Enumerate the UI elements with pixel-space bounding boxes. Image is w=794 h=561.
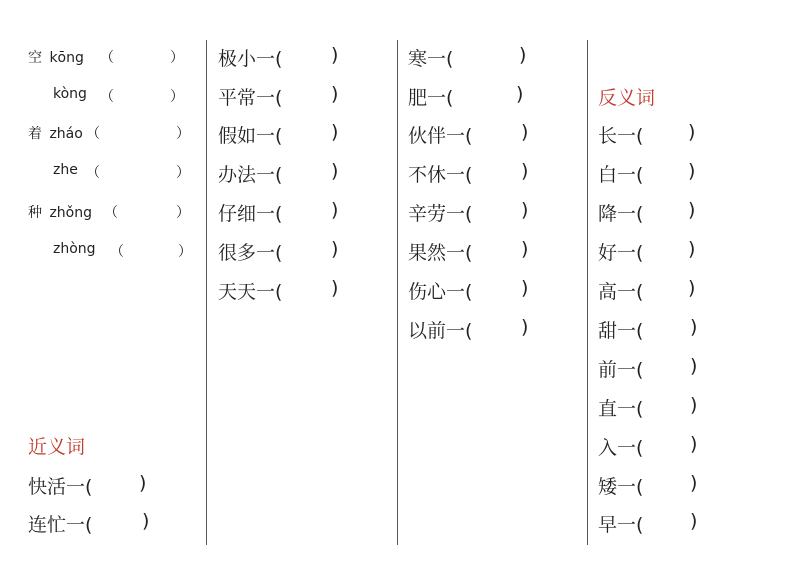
answer-close: ) [521,238,529,260]
answer-close: ) [331,199,339,221]
pinyin-char: 种 [28,205,42,221]
answer-close: ) [690,472,698,494]
pinyin-row [28,123,83,143]
answer-close: ) [521,199,529,221]
answer-close: ) [690,394,698,416]
word-prompt: 好一( [598,242,644,264]
answer-close: ) [331,83,339,105]
answer-close: ) [331,277,339,299]
answer-close: ) [688,238,696,260]
pinyin-text: zhòng [53,241,96,257]
answer-blank-close: ） [176,165,190,181]
answer-close: ) [688,199,696,221]
answer-close: ) [516,83,524,105]
answer-blank-open[interactable]: （ [86,165,100,181]
pinyin-text: zhe [53,162,78,178]
answer-blank-close: ） [170,89,184,105]
answer-close: ) [690,355,698,377]
answer-close: ) [690,316,698,338]
answer-blank-open[interactable]: （ [100,50,114,66]
word-prompt: 以前一( [408,320,473,342]
pinyin-char: 空 [28,50,42,66]
answer-blank-close: ） [170,50,184,66]
answer-close: ) [519,44,527,66]
word-prompt: 伙伴一( [408,125,473,147]
word-prompt: 早一( [598,514,644,536]
answer-blank-close: ） [176,205,190,221]
word-prompt: 很多一( [218,242,283,264]
answer-close: ) [688,160,696,182]
word-prompt: 肥一( [408,87,454,109]
answer-blank-open[interactable]: （ [104,205,118,221]
word-prompt: 辛劳一( [408,203,473,225]
column-divider-3 [587,40,588,545]
word-prompt: 前一( [598,359,644,381]
answer-close: ) [331,160,339,182]
answer-close: ) [521,160,529,182]
word-prompt: 办法一( [218,164,283,186]
pinyin-text: kòng [53,86,87,102]
answer-close: ) [690,433,698,455]
pinyin-text: kōng [49,50,84,66]
word-prompt: 甜一( [598,320,644,342]
answer-close: ) [331,44,339,66]
word-prompt: 天天一( [218,281,283,303]
answer-blank-close: ） [178,244,192,260]
answer-close: ) [521,316,529,338]
pinyin-row [53,241,96,257]
word-prompt: 伤心一( [408,281,473,303]
antonyms-heading: 反义词 [598,87,656,109]
word-prompt: 极小一( [218,48,283,70]
column-divider-1 [206,40,207,545]
answer-close: ) [331,121,339,143]
answer-blank-open[interactable]: （ [86,126,100,142]
answer-close: ) [521,121,529,143]
answer-close: ) [331,238,339,260]
word-prompt: 不休一( [408,164,473,186]
word-prompt: 平常一( [218,87,283,109]
pinyin-text: zháo [49,126,83,142]
answer-close: ) [688,277,696,299]
answer-blank-close: ） [176,126,190,142]
pinyin-row [28,202,92,222]
pinyin-char: 着 [28,126,42,142]
word-prompt: 连忙一( [28,514,93,536]
word-prompt: 直一( [598,398,644,420]
pinyin-row [28,47,84,67]
word-prompt: 寒一( [408,48,454,70]
word-prompt: 入一( [598,437,644,459]
word-prompt: 矮一( [598,476,644,498]
answer-blank-open[interactable]: （ [100,89,114,105]
column-divider-2 [397,40,398,545]
word-prompt: 假如一( [218,125,283,147]
answer-close: ) [142,510,150,532]
pinyin-row [53,162,78,178]
pinyin-row [53,86,87,102]
word-prompt: 快活一( [28,476,93,498]
word-prompt: 仔细一( [218,203,283,225]
answer-close: ) [688,121,696,143]
word-prompt: 果然一( [408,242,473,264]
pinyin-text: zhǒng [49,205,92,221]
word-prompt: 高一( [598,281,644,303]
answer-close: ) [690,510,698,532]
word-pair [28,510,92,537]
word-prompt: 白一( [598,164,644,186]
word-pair [28,472,92,499]
answer-blank-open[interactable]: （ [110,244,124,260]
synonyms-heading: 近义词 [28,436,86,458]
answer-close: ) [521,277,529,299]
word-prompt: 长一( [598,125,644,147]
word-prompt: 降一( [598,203,644,225]
answer-close: ) [139,472,147,494]
